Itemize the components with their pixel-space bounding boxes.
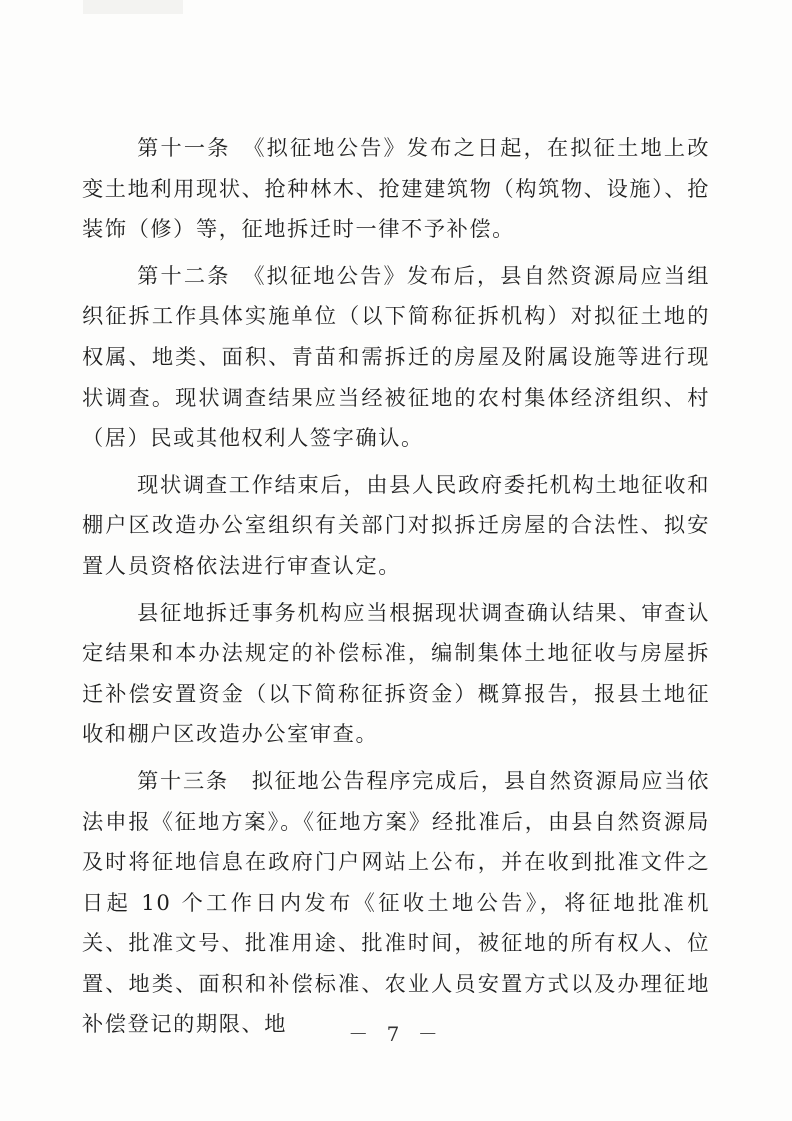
paragraph-article-12: 第十二条 《拟征地公告》发布后，县自然资源局应当组织征拆工作具体实施单位（以下简称征拆机构）对拟征土地的权属、地类、面积、青苗和需拆迁的房屋及附属设施等进行现状调查。现状调查结果应当经被征地的农村集体经济组织、村（居）民或其他权利人签字确认。 [82, 262, 710, 451]
paragraph-article-11: 第十一条 《拟征地公告》发布之日起，在拟征土地上改变土地利用现状、抢种林木、抢建建筑物（构筑物、设施）、抢装饰（修）等，征地拆迁时一律不予补偿。 [82, 135, 710, 242]
paragraph-article-13: 第十三条 拟征地公告程序完成后，县自然资源局应当依法申报《征地方案》。《征地方案》经批准后，由县自然资源局及时将征地信息在政府门户网站上公布，并在收到批准文件之日起 10 个工作日内发布《征收土地公告》，将征地批准机关、批准文号、批准用途、批准时间，被征地的所有权人、位置、地类、面积和补偿标准、农业人员安置方式以及办理征地补偿登记的期限、地 [82, 767, 710, 1037]
document-body [82, 128, 710, 1051]
page-number: － 7 － [348, 1022, 444, 1046]
scan-artifact [83, 0, 183, 14]
paragraph-status-review: 现状调查工作结束后，由县人民政府委托机构土地征收和棚户区改造办公室组织有关部门对拟拆迁房屋的合法性、拟安置人员资格依法进行审查认定。 [82, 471, 710, 578]
paragraph-budget-report: 县征地拆迁事务机构应当根据现状调查确认结果、审查认定结果和本办法规定的补偿标准，编制集体土地征收与房屋拆迁补偿安置资金（以下简称征拆资金）概算报告，报县土地征收和棚户区改造办公室审查。 [82, 599, 710, 747]
